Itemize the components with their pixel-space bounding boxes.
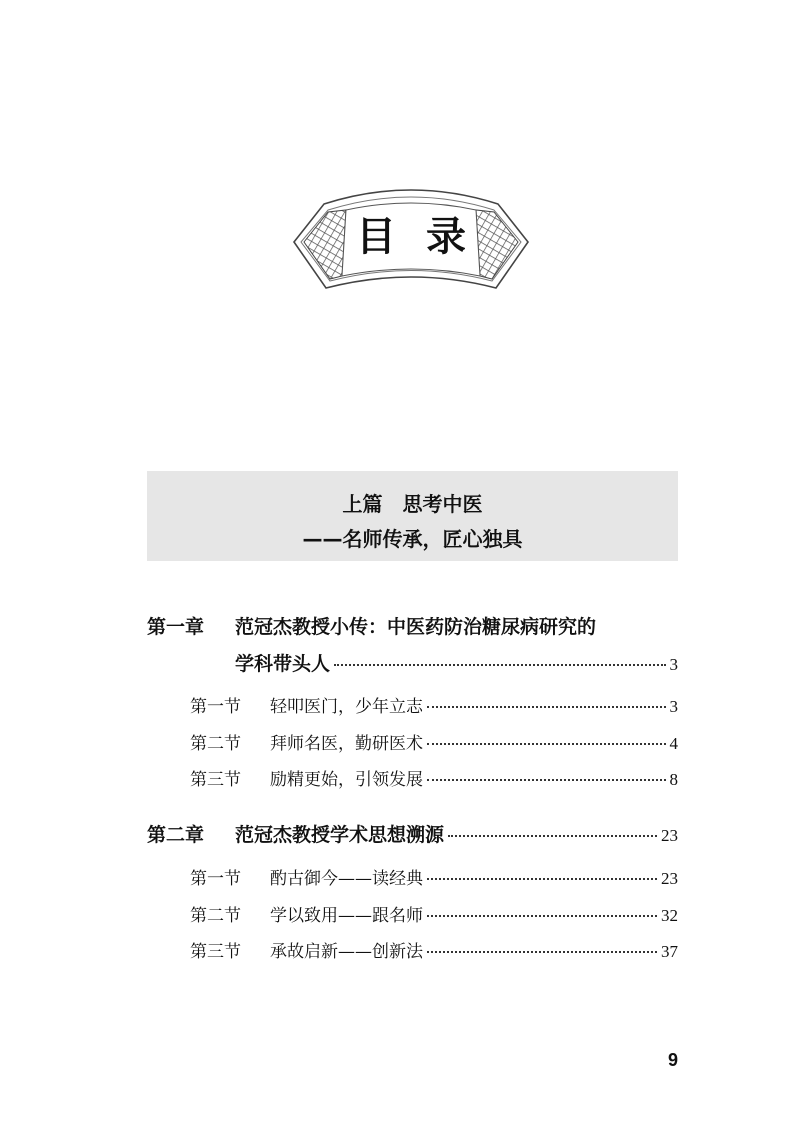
part-title: 上篇 思考中医 xyxy=(342,492,483,516)
toc-section[interactable] xyxy=(190,864,678,889)
page-ref: 32 xyxy=(661,906,678,925)
page-ref: 23 xyxy=(661,869,678,888)
dot-leader xyxy=(448,835,657,837)
dot-leader xyxy=(427,915,657,917)
section-title: 学以致用——跟名师 xyxy=(270,906,423,926)
part-banner xyxy=(147,471,678,561)
section-title: 励精更始，引领发展 xyxy=(270,770,423,790)
chapter-title: 范冠杰教授小传：中医药防治糖尿病研究的 xyxy=(235,616,597,638)
dot-leader xyxy=(427,706,666,708)
toc-section[interactable] xyxy=(190,765,678,790)
dot-leader xyxy=(427,878,657,880)
page-ref: 3 xyxy=(669,655,678,674)
dot-leader xyxy=(427,779,666,781)
section-number: 第一节 xyxy=(190,869,241,889)
chapter-number: 第一章 xyxy=(147,616,205,638)
section-number: 第一节 xyxy=(190,697,241,717)
chapter-title-continued: 学科带头人 xyxy=(235,653,331,675)
section-number: 第二节 xyxy=(190,734,241,754)
toc-section[interactable] xyxy=(190,937,678,962)
toc-section[interactable] xyxy=(190,729,678,754)
dot-leader xyxy=(427,743,666,745)
chapter-title: 范冠杰教授学术思想溯源 xyxy=(235,824,445,846)
section-title: 酌古御今——读经典 xyxy=(270,869,423,889)
section-title: 承故启新——创新法 xyxy=(270,942,423,962)
page-ref: 3 xyxy=(669,697,678,716)
page-ref: 4 xyxy=(669,734,678,753)
chapter-number: 第二章 xyxy=(147,824,205,846)
toc-heading: 目录 xyxy=(356,214,496,260)
part-subtitle: ——名师传承，匠心独具 xyxy=(302,527,523,551)
toc-section[interactable] xyxy=(190,692,678,717)
section-number: 第三节 xyxy=(190,770,241,790)
section-number: 第三节 xyxy=(190,942,241,962)
section-title: 拜师名医，勤研医术 xyxy=(270,734,423,754)
toc-chapter-1-continued[interactable] xyxy=(235,649,678,676)
dot-leader xyxy=(334,664,665,666)
toc-chapter-1[interactable] xyxy=(147,612,678,639)
page-ref: 23 xyxy=(661,826,678,845)
section-number: 第二节 xyxy=(190,906,241,926)
toc-section[interactable] xyxy=(190,901,678,926)
dot-leader xyxy=(427,951,657,953)
section-title: 轻叩医门，少年立志 xyxy=(270,697,423,717)
page-ref: 37 xyxy=(661,942,678,961)
page-number: 9 xyxy=(667,1050,678,1070)
toc-chapter-2[interactable] xyxy=(147,820,678,847)
page-ref: 8 xyxy=(669,770,678,789)
